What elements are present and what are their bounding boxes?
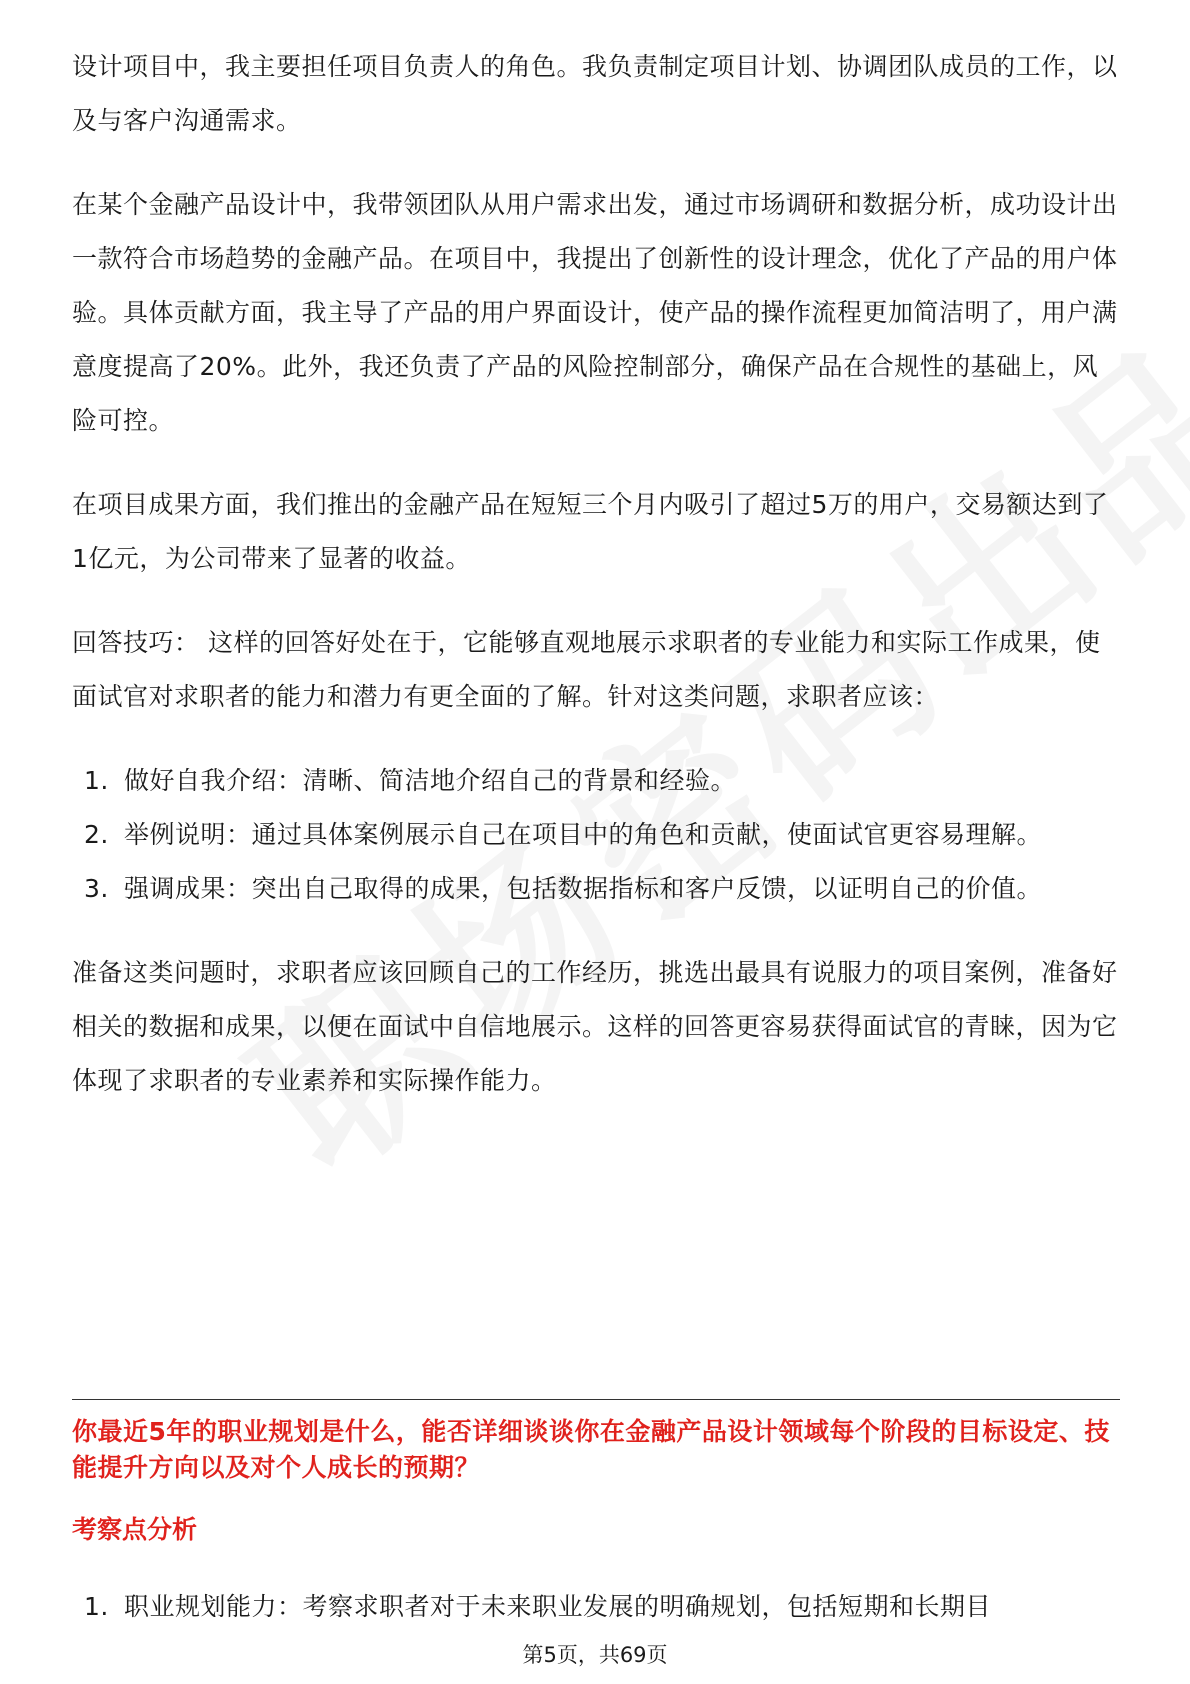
tips-list [72,754,1120,916]
question-heading: 你最近5年的职业规划是什么，能否详细谈谈你在金融产品设计领域每个阶段的目标设定、技能提升方向以及对个人成长的预期？ [72,1417,1110,1482]
list-item-text: 做好自我介绍：清晰、简洁地介绍自己的背景和经验。 [124,766,737,795]
paragraph-contribution: 在某个金融产品设计中，我带领团队从用户需求出发，通过市场调研和数据分析，成功设计出一款符合市场趋势的金融产品。在项目中，我提出了创新性的设计理念，优化了产品的用户体验。具体贡献方面，我主导了产品的用户界面设计，使产品的操作流程更加简洁明了，用户满意度提高了20%。此外，我还负责了产品的风险控制部分，确保产品在合规性的基础上，风险可控。 [72,190,1118,435]
list-item-number: 3. [84,874,109,903]
paragraph-role: 设计项目中，我主要担任项目负责人的角色。我负责制定项目计划、协调团队成员的工作，以及与客户沟通需求。 [72,52,1118,135]
list-item [72,808,1120,862]
list-item-text: 强调成果：突出自己取得的成果，包括数据指标和客户反馈，以证明自己的价值。 [124,874,1043,903]
analysis-heading: 考察点分析 [72,1515,198,1544]
paragraph-answer-tips: 回答技巧： 这样的回答好处在于，它能够直观地展示求职者的专业能力和实际工作成果，使面试官对求职者的能力和潜力有更全面的了解。针对这类问题，求职者应该： [72,628,1101,711]
analysis-list [72,1580,1120,1634]
page-number-footer: 第5页，共69页 [522,1643,668,1667]
list-item-text: 职业规划能力：考察求职者对于未来职业发展的明确规划，包括短期和长期目 [124,1592,992,1621]
list-item-number: 1. [84,1592,109,1621]
list-item-number: 2. [84,820,109,849]
list-item [72,862,1120,916]
list-item-number: 1. [84,766,109,795]
list-item [72,1580,1120,1634]
list-item [72,754,1120,808]
paragraph-closing: 准备这类问题时，求职者应该回顾自己的工作经历，挑选出最具有说服力的项目案例，准备好相关的数据和成果，以便在面试中自信地展示。这样的回答更容易获得面试官的青睐，因为它体现了求职者的专业素养和实际操作能力。 [72,958,1118,1095]
paragraph-results: 在项目成果方面，我们推出的金融产品在短短三个月内吸引了超过5万的用户，交易额达到了1亿元，为公司带来了显著的收益。 [72,490,1109,573]
section-divider [72,1399,1120,1400]
page-body [72,40,1120,1138]
list-item-text: 举例说明：通过具体案例展示自己在项目中的角色和贡献，使面试官更容易理解。 [124,820,1043,849]
